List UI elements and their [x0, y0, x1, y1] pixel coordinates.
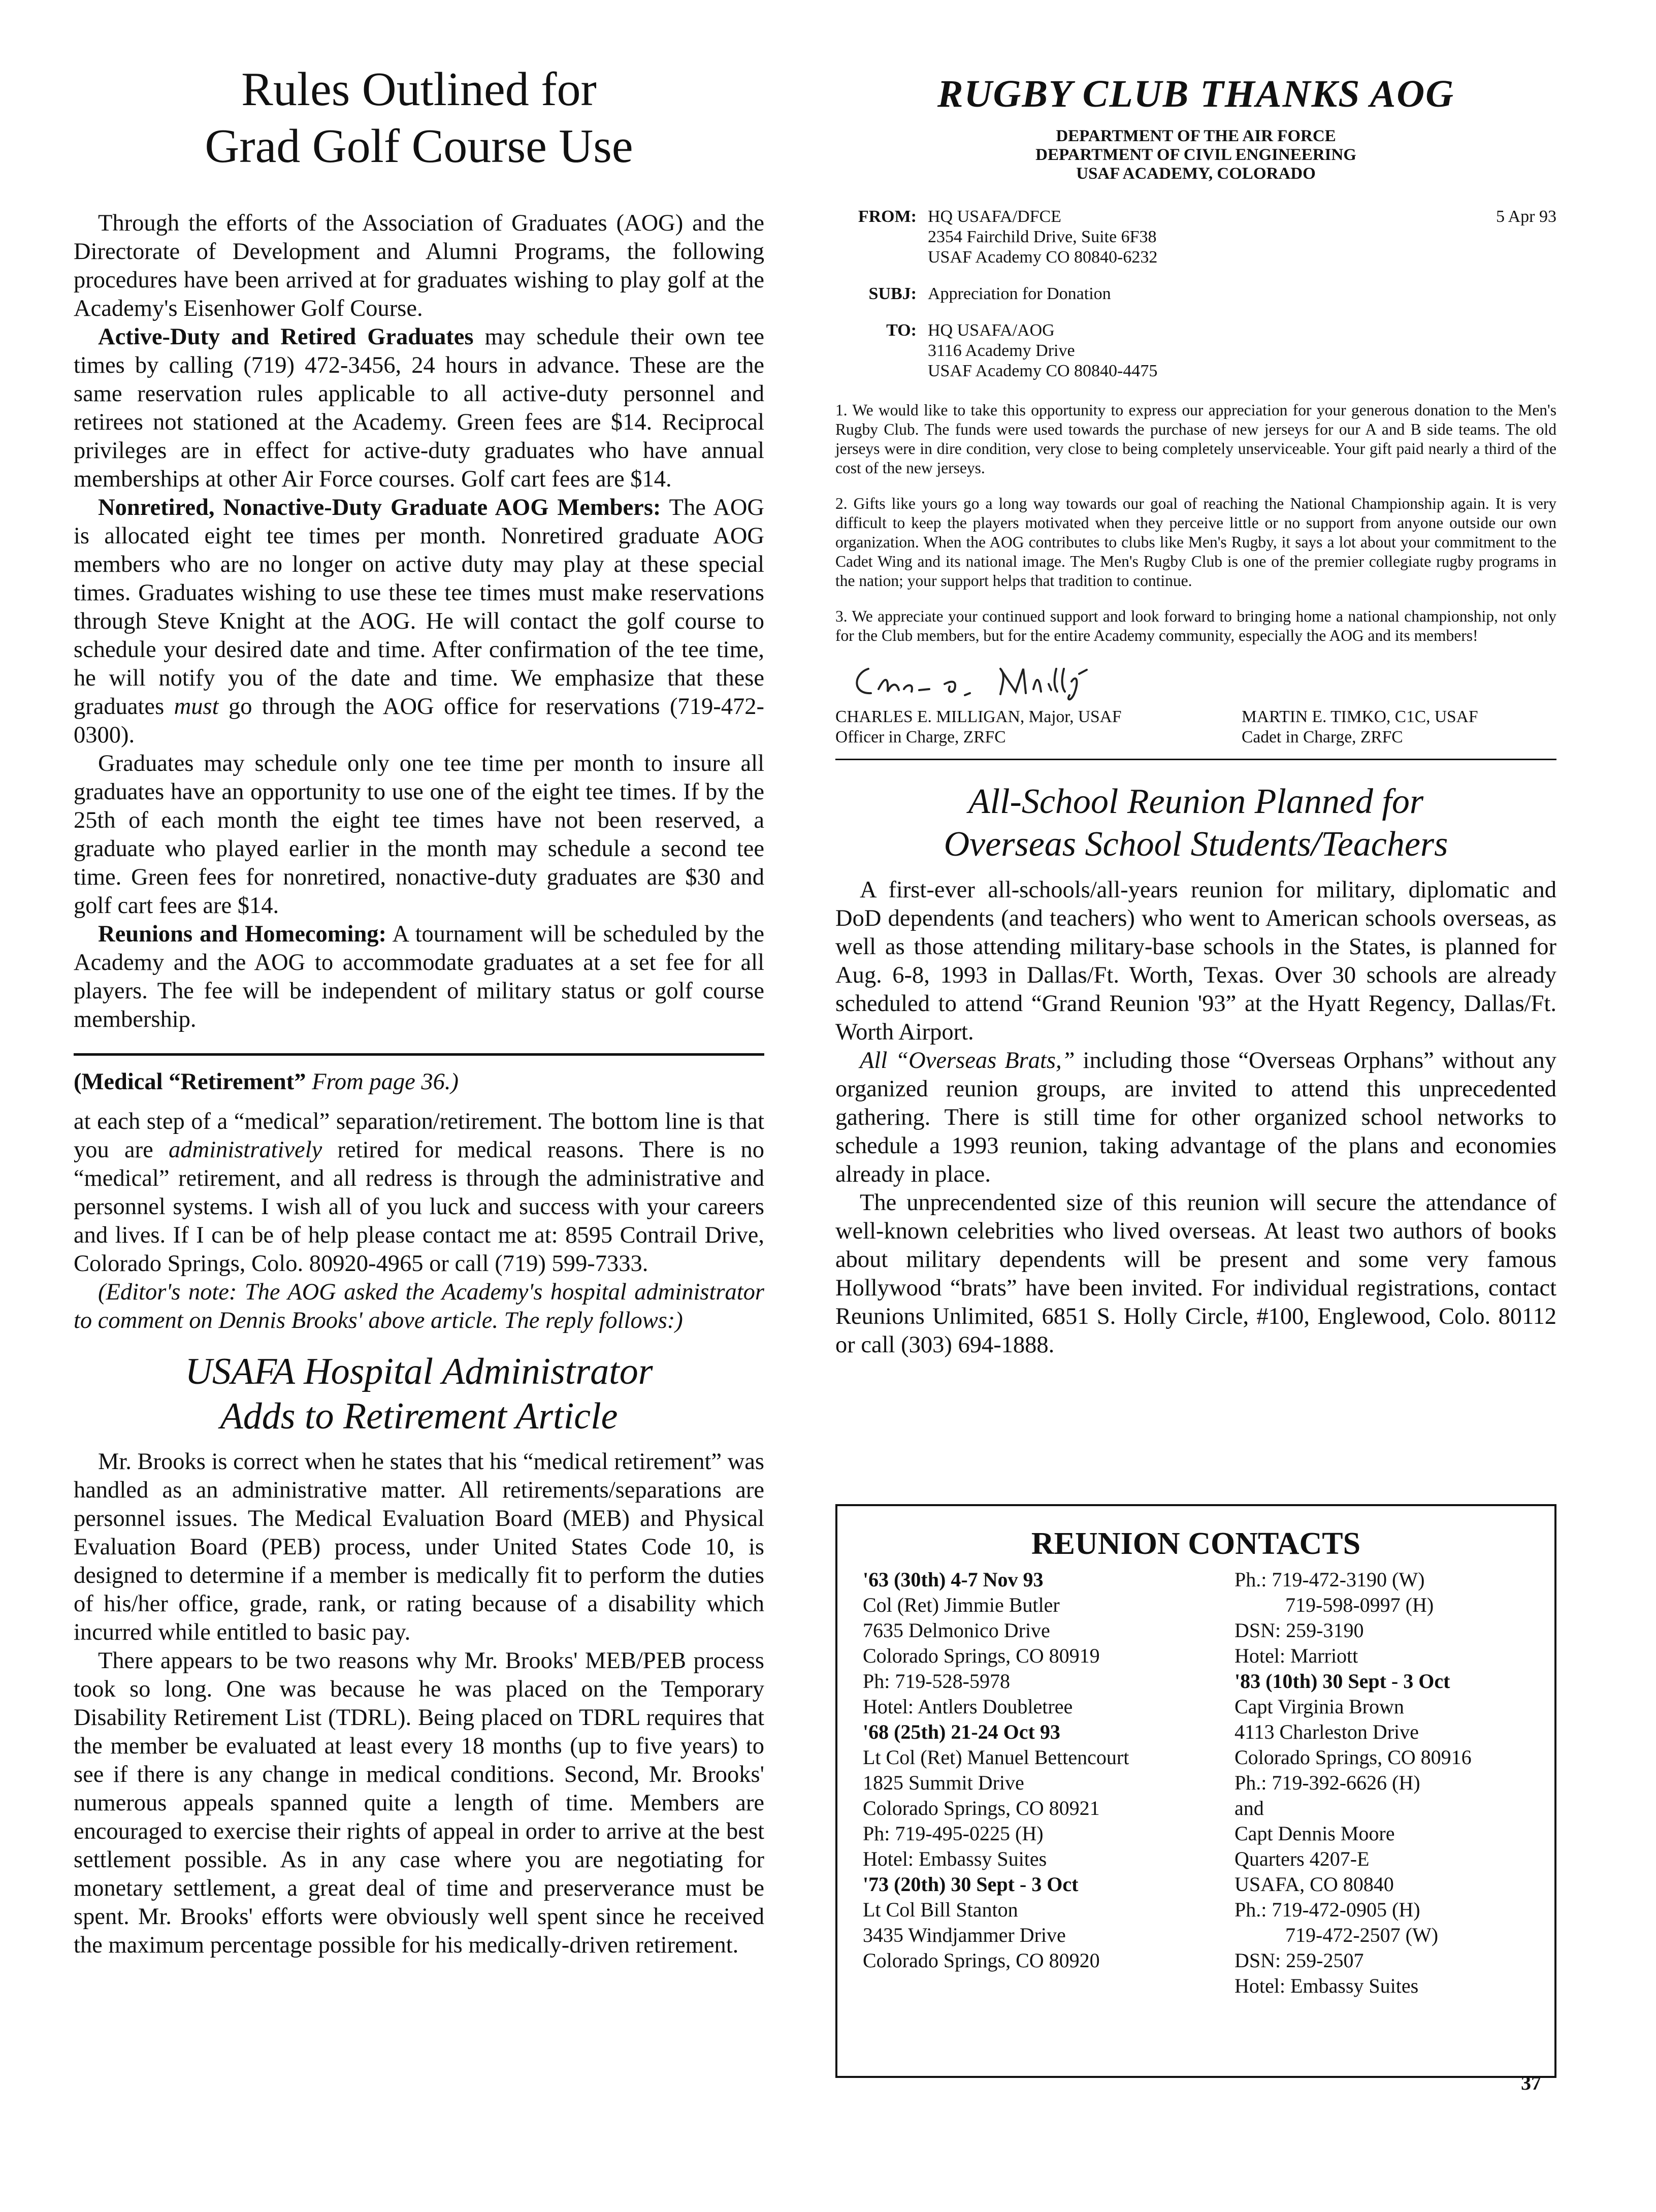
letter-paragraph-3: 3. We appreciate your continued support and look forward to bringing home a national championship, not only for the Club members, but for the entire Academy community, especially the AOG and its members! — [835, 607, 1556, 644]
letter-paragraph-2: 2. Gifts like yours go a long way towards our goal of reaching the National Championship again. It is very difficult to keep the players motivated when they perceive little or no support from anyone outside our own organization. When the AOG contributes to clubs like Men's Rugby, it says a lot about your commitment to the Cadet Wing and its national image. The Men's Rugby Club is one of the premier collegiate rugby programs in the nation; your support helps that tradition to continue. — [835, 495, 1556, 590]
contact-line: DSN: 259-3190 — [1235, 1619, 1364, 1642]
contact-line: Hotel: Marriott — [1235, 1644, 1358, 1667]
signer-1-title: Officer in Charge, ZRFC — [835, 728, 1006, 746]
contact-line: Colorado Springs, CO 80919 — [863, 1644, 1100, 1667]
memo-subject-value: Appreciation for Donation — [928, 284, 1111, 303]
to-line-1: HQ USAFA/AOG — [928, 321, 1055, 340]
contact-line: Quarters 4207-E — [1235, 1847, 1370, 1870]
contact-class-heading: '83 (10th) 30 Sept - 3 Oct — [1235, 1670, 1450, 1693]
contact-line: 1825 Summit Drive — [863, 1771, 1024, 1794]
signer-2-title: Cadet in Charge, ZRFC — [1242, 728, 1403, 746]
contact-line: Capt Virginia Brown — [1235, 1695, 1404, 1718]
golf-article-title — [74, 61, 764, 175]
memo-date: 5 Apr 93 — [1496, 207, 1556, 226]
golf-p3-emphasis: must — [174, 694, 219, 720]
golf-p5-text: A tournament will be scheduled by the Academy and the AOG to accommodate graduates at a set fee for all players. The fee will be independent of military status or golf course membership. — [74, 921, 764, 1032]
editor-note: (Editor's note: The AOG asked the Academy's hospital administrator to comment on Dennis Brooks' above article. The reply follows:) — [74, 1279, 764, 1333]
page-number: 37 — [1521, 2071, 1541, 2094]
memo-header — [835, 207, 1556, 381]
contacts-title: REUNION CONTACTS — [1031, 1526, 1361, 1561]
memo-to — [835, 320, 1556, 381]
memo-to-label: TO: — [886, 321, 917, 340]
contacts-columns — [863, 1567, 1529, 1999]
hospital-article-title — [74, 1349, 764, 1439]
contact-line: Col (Ret) Jimmie Butler — [863, 1593, 1060, 1616]
reunion-paragraph-3: The unprecendented size of this reunion will secure the attendance of well-known celebrities who lived overseas. At least two authors of books about military dependents will be present and some very famous Hollywood “brats” have been invited. For individual registrations, contact Reunions Unlimited, 6851 S. Holly Circle, #100, Englewood, Colo. 80112 or call (303) 694-1888. — [835, 1190, 1556, 1358]
contact-line: 719-472-2507 (W) — [1285, 1924, 1439, 1946]
medical-p1-text-a: at each step of a “medical” separation/retirement. The bottom line is that you are — [74, 1109, 764, 1163]
letter-paragraph-1: 1. We would like to take this opportunity to express our appreciation for your generous donation to the Men's Rugby Club. The funds were used towards the purchase of new jerseys for our A and B side teams. The old jerseys were in dire condition, very close to being completely unserviceable. Your gift paid nearly a third of the cost of the new jerseys. — [835, 401, 1556, 477]
contact-line: Ph.: 719-392-6626 (H) — [1235, 1771, 1420, 1794]
contact-line: Hotel: Embassy Suites — [863, 1847, 1047, 1870]
from-line-1: HQ USAFA/DFCE — [928, 207, 1061, 226]
golf-paragraph-2 — [74, 323, 764, 494]
contact-line: DSN: 259-2507 — [1235, 1949, 1364, 1972]
memo-to-value — [928, 320, 1556, 381]
contact-line: 4113 Charleston Drive — [1235, 1720, 1419, 1743]
letterhead-line-3: USAF ACADEMY, COLORADO — [1076, 165, 1316, 183]
golf-paragraph-3 — [74, 494, 764, 750]
from-line-3: USAF Academy CO 80840-6232 — [928, 248, 1158, 267]
golf-title-line-2: Grad Golf Course Use — [205, 120, 633, 173]
contacts-left-column — [863, 1567, 1188, 1999]
hospital-paragraph-2: There appears to be two reasons why Mr. Brooks' MEB/PEB process took so long. One was because he was placed on the Temporary Disability Retirement List (TDRL). Being placed on TDRL requires that the member be evaluated at least every 18 months (up to five years) to see if there is any change in medical conditions. Second, Mr. Brooks' numerous appeals spanned quite a length of time. Members are encouraged to exercise their rights of appeal in order to arrive at the best settlement possible. As in any case where you are negotiating for monetary settlement, a great deal of time and preserverance must be spent. Mr. Brooks' efforts were obviously well spent since he received the maximum percentage possible for his medically-driven retirement. — [74, 1648, 764, 1958]
contact-line: Colorado Springs, CO 80920 — [863, 1949, 1100, 1972]
golf-p3-lead: Nonretired, Nonactive-Duty Graduate AOG Members: — [98, 495, 661, 521]
medical-p1-text-b: retired for medical reasons. There is no “medical” retirement, and all redress is through the administrative and personnel systems. I wish all of you luck and success with your careers and lives. If I can be of help please contact me at: 8595 Contrail Drive, Colorado Springs, Colo. 80920-4965 or call (719) 599-7333. — [74, 1137, 765, 1277]
golf-paragraph-5 — [74, 920, 764, 1034]
continuation-source: From page 36.) — [312, 1069, 459, 1095]
contact-class-heading: '63 (30th) 4-7 Nov 93 — [863, 1568, 1044, 1591]
contact-line: Ph.: 719-472-0905 (H) — [1235, 1898, 1420, 1921]
reunion-paragraph-1: A first-ever all-schools/all-years reunion for military, diplomatic and DoD dependents (and teachers) who went to American schools overseas, as well as those attending military-base schools in the States, is planned for Aug. 6-8, 1993 in Dallas/Ft. Worth, Texas. Over 30 schools are already scheduled to attend “Grand Reunion '93” at the Hyatt Regency, Dallas/Ft. Worth Airport. — [835, 877, 1556, 1045]
golf-p2-lead: Active-Duty and Retired Graduates — [98, 324, 474, 350]
golf-paragraph-1: Through the efforts of the Association of Graduates (AOG) and the Directorate of Development and Alumni Programs, the following procedures have been arrived at for graduates wishing to play golf at the Academy's Eisenhower Golf Course. — [74, 210, 764, 321]
contact-line: Hotel: Embassy Suites — [1235, 1974, 1419, 1997]
memo-from — [835, 207, 1556, 268]
continuation-header — [74, 1068, 764, 1096]
from-line-2: 2354 Fairchild Drive, Suite 6F38 — [928, 227, 1157, 246]
left-column — [74, 61, 764, 1960]
hospital-paragraph-1: Mr. Brooks is correct when he states that his “medical retirement” was handled as an administrative matter. All retirements/separations are personnel issues. The Medical Evaluation Board (MEB) and Physical Evaluation Board (PEB) process, under United States Code 10, is designed to determine if a member is medically fit to perform the duties of his/her office, grade, rank, or rating because of a disability which incurred while entitled to basic pay. — [74, 1449, 764, 1645]
signer-2-name: MARTIN E. TIMKO, C1C, USAF — [1242, 707, 1478, 726]
signer-1 — [835, 707, 1221, 747]
memo-from-value — [928, 207, 1430, 268]
golf-paragraph-4: Graduates may schedule only one tee time per month to insure all graduates have an opportunity to use one of the eight tee times. If by the 25th of each month the eight tee times have not been reserved, a graduate who played earlier in the month may schedule a second tee time. Green fees for nonretired, nonactive-duty graduates are $30 and golf cart fees are $14. — [74, 751, 764, 919]
letterhead-line-1: DEPARTMENT OF THE AIR FORCE — [1056, 127, 1336, 145]
hospital-title-line-2: Adds to Retirement Article — [220, 1395, 618, 1437]
contact-class-heading: '68 (25th) 21-24 Oct 93 — [863, 1720, 1060, 1743]
to-line-3: USAF Academy CO 80840-4475 — [928, 362, 1158, 380]
letterhead — [835, 127, 1556, 183]
reunion-paragraph-2 — [835, 1047, 1556, 1189]
medical-paragraph-1 — [74, 1108, 764, 1278]
letter-body — [835, 401, 1556, 645]
letter-divider — [835, 759, 1556, 760]
memo-from-label: FROM: — [858, 207, 917, 226]
contact-line: 3435 Windjammer Drive — [863, 1924, 1066, 1946]
contact-line: Capt Dennis Moore — [1235, 1822, 1395, 1845]
contact-line: and — [1235, 1797, 1264, 1819]
right-column — [835, 71, 1556, 1359]
contact-line: USAFA, CO 80840 — [1235, 1873, 1394, 1896]
reunion-title-line-1: All-School Reunion Planned for — [968, 782, 1424, 821]
memo-subject — [835, 284, 1556, 304]
hospital-title-line-1: USAFA Hospital Administrator — [185, 1351, 653, 1392]
contact-line: Lt Col Bill Stanton — [863, 1898, 1018, 1921]
golf-p5-lead: Reunions and Homecoming: — [98, 921, 387, 947]
reunion-p2-text: including those “Overseas Orphans” without any organized reunion groups, are invited to attend this unprecedented gathering. There is still time for other organized school networks to schedule a 1993 reunion, taking advantage of the plans and economies already in place. — [835, 1048, 1557, 1187]
handwritten-signature — [848, 654, 1132, 704]
contacts-right-column — [1235, 1567, 1529, 1999]
memo-subject-label: SUBJ: — [868, 284, 917, 303]
signer-2 — [1242, 707, 1556, 747]
reunion-p2-emphasis: All “Overseas Brats,” — [860, 1048, 1075, 1074]
medical-p1-emphasis: administratively — [169, 1137, 322, 1163]
golf-p3-text-b: go through the AOG office for reservations (719-472-0300). — [74, 694, 765, 748]
contact-line: 7635 Delmonico Drive — [863, 1619, 1050, 1642]
contact-line: 719-598-0997 (H) — [1285, 1593, 1434, 1616]
contact-line: Lt Col (Ret) Manuel Bettencourt — [863, 1746, 1129, 1769]
contact-line: Hotel: Antlers Doubletree — [863, 1695, 1073, 1718]
contact-class-heading: '73 (20th) 30 Sept - 3 Oct — [863, 1873, 1079, 1896]
contact-line: Colorado Springs, CO 80921 — [863, 1797, 1100, 1819]
reunion-article-title — [835, 780, 1556, 866]
letterhead-line-2: DEPARTMENT OF CIVIL ENGINEERING — [1035, 146, 1356, 164]
to-line-2: 3116 Academy Drive — [928, 341, 1075, 360]
reunion-title-line-2: Overseas School Students/Teachers — [944, 825, 1448, 864]
signer-1-name: CHARLES E. MILLIGAN, Major, USAF — [835, 707, 1122, 726]
golf-p3-text-a: The AOG is allocated eight tee times per month. Nonretired graduate AOG members who are no longer on active duty may play at these special times. Graduates wishing to use these tee times must make reservations through Steve Knight at the AOG. He will contact the golf course to schedule your desired date and time. After confirmation of the tee time, he will notify you of the date and time. We emphasize that these graduates — [74, 495, 764, 720]
section-divider — [74, 1053, 764, 1056]
contact-line: Ph: 719-495-0225 (H) — [863, 1822, 1044, 1845]
golf-p2-text: may schedule their own tee times by calling (719) 472-3456, 24 hours in advance. These are the same reservation rules applicable to all active-duty personnel and retirees not stationed at the Academy. Green fees are $14. Reciprocal privileges are in effect for active-duty graduates who have annual memberships at other Air Force courses. Golf cart fees are $14. — [74, 324, 764, 492]
golf-title-line-1: Rules Outlined for — [241, 63, 597, 116]
reunion-contacts-box — [835, 1504, 1556, 2078]
contact-line: Ph.: 719-472-3190 (W) — [1235, 1568, 1425, 1591]
rugby-article-title: RUGBY CLUB THANKS AOG — [937, 73, 1455, 115]
signature-block — [835, 707, 1556, 747]
continuation-title: (Medical “Retirement” — [74, 1069, 306, 1095]
contact-line: Ph: 719-528-5978 — [863, 1670, 1010, 1693]
contact-line: Colorado Springs, CO 80916 — [1235, 1746, 1472, 1769]
